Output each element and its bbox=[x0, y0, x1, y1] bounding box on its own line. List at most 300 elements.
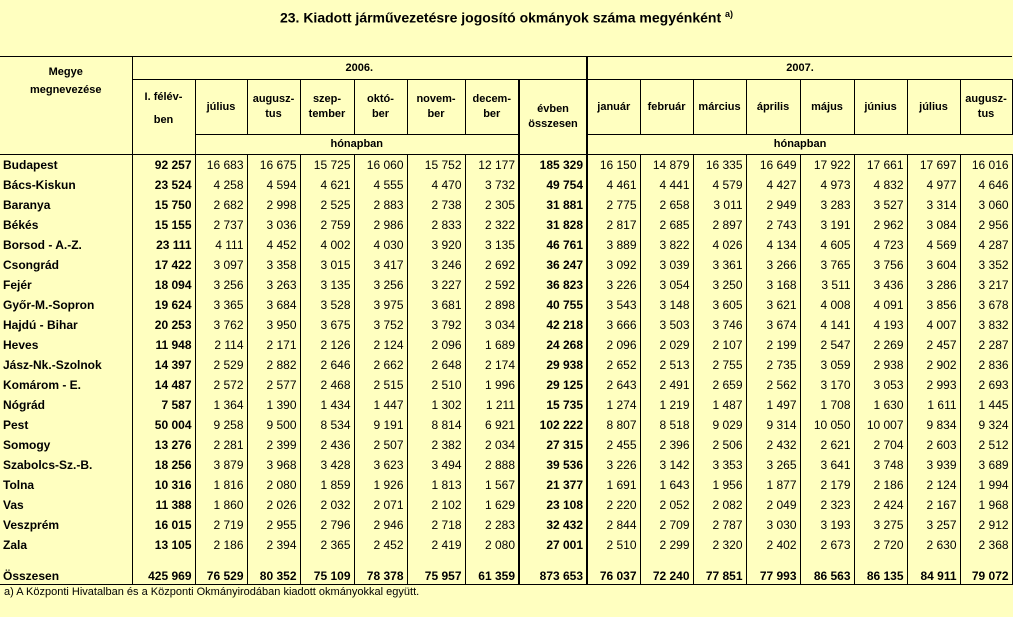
month-value-2007: 2 787 bbox=[693, 515, 746, 535]
month-value-2007: 2 693 bbox=[960, 375, 1012, 395]
month-header-2006: decem- ber bbox=[465, 80, 519, 135]
county-name: Heves bbox=[0, 335, 132, 355]
month-value-2006: 3 975 bbox=[354, 295, 407, 315]
month-value-2007: 3 275 bbox=[854, 515, 907, 535]
month-value-2007: 1 219 bbox=[640, 395, 693, 415]
month-value-2007: 3 226 bbox=[587, 275, 640, 295]
month-value-2007: 16 150 bbox=[587, 155, 640, 176]
month-value-2006: 3 732 bbox=[465, 175, 519, 195]
month-value-2006: 2 759 bbox=[300, 215, 354, 235]
county-name: Fejér bbox=[0, 275, 132, 295]
table-row bbox=[0, 415, 1012, 435]
month-value-2007: 3 257 bbox=[907, 515, 960, 535]
month-value-2007: 2 685 bbox=[640, 215, 693, 235]
month-value-2007: 2 652 bbox=[587, 355, 640, 375]
year-total-value: 42 218 bbox=[519, 315, 587, 335]
month-value-2007: 3 053 bbox=[854, 375, 907, 395]
year-total-value: 36 247 bbox=[519, 255, 587, 275]
county-name: Hajdú - Bihar bbox=[0, 315, 132, 335]
month-value-2006: 4 111 bbox=[195, 235, 247, 255]
month-value-2007: 3 266 bbox=[746, 255, 800, 275]
month-header-2007: március bbox=[693, 80, 746, 135]
month-value-2007: 3 054 bbox=[640, 275, 693, 295]
month-value-2007: 3 283 bbox=[800, 195, 854, 215]
month-value-2007: 3 011 bbox=[693, 195, 746, 215]
month-value-2006: 2 080 bbox=[465, 535, 519, 555]
month-value-2006: 1 302 bbox=[407, 395, 465, 415]
month-value-2006: 2 955 bbox=[247, 515, 300, 535]
month-value-2006: 2 572 bbox=[195, 375, 247, 395]
month-value-2007: 4 007 bbox=[907, 315, 960, 335]
month-value-2007: 4 977 bbox=[907, 175, 960, 195]
month-value-2007: 2 432 bbox=[746, 435, 800, 455]
month-value-2007: 2 199 bbox=[746, 335, 800, 355]
month-value-2006: 2 719 bbox=[195, 515, 247, 535]
month-value-2007: 2 287 bbox=[960, 335, 1012, 355]
table-row bbox=[0, 495, 1012, 515]
county-header: Megye megnevezése bbox=[0, 57, 132, 155]
month-value-2007: 4 832 bbox=[854, 175, 907, 195]
month-value-2006: 2 525 bbox=[300, 195, 354, 215]
month-value-2007: 1 487 bbox=[693, 395, 746, 415]
month-value-2007: 2 938 bbox=[854, 355, 907, 375]
table-row bbox=[0, 195, 1012, 215]
year-2006-header: 2006. bbox=[132, 57, 587, 80]
month-value-2006: 8 814 bbox=[407, 415, 465, 435]
table-row bbox=[0, 395, 1012, 415]
month-value-2006: 3 036 bbox=[247, 215, 300, 235]
year-total-value: 23 108 bbox=[519, 495, 587, 515]
month-value-2006: 2 032 bbox=[300, 495, 354, 515]
month-value-2007: 2 179 bbox=[800, 475, 854, 495]
month-value-2007: 4 441 bbox=[640, 175, 693, 195]
month-value-2006: 3 623 bbox=[354, 455, 407, 475]
table-row bbox=[0, 295, 1012, 315]
month-value-2006: 2 322 bbox=[465, 215, 519, 235]
month-value-2007: 2 320 bbox=[693, 535, 746, 555]
month-value-2007: 1 956 bbox=[693, 475, 746, 495]
month-value-2007: 2 457 bbox=[907, 335, 960, 355]
half-year-value: 10 316 bbox=[132, 475, 195, 495]
month-value-2006: 2 080 bbox=[247, 475, 300, 495]
year-total-value: 21 377 bbox=[519, 475, 587, 495]
county-name: Békés bbox=[0, 215, 132, 235]
county-name: Komárom - E. bbox=[0, 375, 132, 395]
month-value-2007: 2 709 bbox=[640, 515, 693, 535]
month-header-2006: augusz- tus bbox=[247, 80, 300, 135]
month-value-2006: 4 594 bbox=[247, 175, 300, 195]
month-value-2006: 2 738 bbox=[407, 195, 465, 215]
county-name: Győr-M.-Sopron bbox=[0, 295, 132, 315]
month-header-2007: január bbox=[587, 80, 640, 135]
half-year-value: 20 253 bbox=[132, 315, 195, 335]
month-value-2006: 4 002 bbox=[300, 235, 354, 255]
half-year-value: 17 422 bbox=[132, 255, 195, 275]
month-value-2007: 3 030 bbox=[746, 515, 800, 535]
month-value-2007: 1 445 bbox=[960, 395, 1012, 415]
month-value-2007: 1 691 bbox=[587, 475, 640, 495]
month-header-2007: május bbox=[800, 80, 854, 135]
county-name: Összesen bbox=[0, 555, 132, 585]
month-value-2007: 4 134 bbox=[746, 235, 800, 255]
month-value-2007: 3 265 bbox=[746, 455, 800, 475]
month-value-2006: 3 879 bbox=[195, 455, 247, 475]
month-value-2006: 2 102 bbox=[407, 495, 465, 515]
month-value-2006: 2 026 bbox=[247, 495, 300, 515]
county-name: Zala bbox=[0, 535, 132, 555]
monthly-label-2006: hónapban bbox=[195, 135, 519, 155]
month-value-2007: 3 511 bbox=[800, 275, 854, 295]
month-value-2007: 2 396 bbox=[640, 435, 693, 455]
month-value-2007: 3 889 bbox=[587, 235, 640, 255]
month-value-2007: 2 720 bbox=[854, 535, 907, 555]
month-value-2006: 3 417 bbox=[354, 255, 407, 275]
county-name: Jász-Nk.-Szolnok bbox=[0, 355, 132, 375]
month-value-2007: 3 939 bbox=[907, 455, 960, 475]
month-value-2007: 9 324 bbox=[960, 415, 1012, 435]
year-total-value: 29 125 bbox=[519, 375, 587, 395]
month-value-2007: 1 877 bbox=[746, 475, 800, 495]
month-value-2006: 2 737 bbox=[195, 215, 247, 235]
month-value-2007: 3 746 bbox=[693, 315, 746, 335]
month-value-2007: 2 658 bbox=[640, 195, 693, 215]
month-value-2006: 1 860 bbox=[195, 495, 247, 515]
year-total-value: 32 432 bbox=[519, 515, 587, 535]
half-year-header: I. félév- ben bbox=[132, 80, 195, 155]
month-value-2006: 61 359 bbox=[465, 555, 519, 585]
month-value-2007: 2 817 bbox=[587, 215, 640, 235]
table-row bbox=[0, 255, 1012, 275]
month-value-2007: 3 641 bbox=[800, 455, 854, 475]
month-value-2006: 4 452 bbox=[247, 235, 300, 255]
month-value-2007: 16 335 bbox=[693, 155, 746, 176]
month-value-2007: 79 072 bbox=[960, 555, 1012, 585]
month-header-2006: július bbox=[195, 80, 247, 135]
month-value-2007: 3 756 bbox=[854, 255, 907, 275]
month-value-2007: 1 994 bbox=[960, 475, 1012, 495]
table-row bbox=[0, 475, 1012, 495]
month-value-2007: 3 436 bbox=[854, 275, 907, 295]
month-value-2007: 3 527 bbox=[854, 195, 907, 215]
month-value-2006: 2 646 bbox=[300, 355, 354, 375]
month-value-2006: 2 507 bbox=[354, 435, 407, 455]
year-total-value: 102 222 bbox=[519, 415, 587, 435]
county-name: Tolna bbox=[0, 475, 132, 495]
month-value-2006: 2 946 bbox=[354, 515, 407, 535]
county-name: Budapest bbox=[0, 155, 132, 176]
month-value-2007: 77 851 bbox=[693, 555, 746, 585]
month-value-2006: 2 186 bbox=[195, 535, 247, 555]
month-value-2006: 15 725 bbox=[300, 155, 354, 176]
month-value-2007: 2 368 bbox=[960, 535, 1012, 555]
month-value-2006: 2 419 bbox=[407, 535, 465, 555]
month-value-2006: 3 950 bbox=[247, 315, 300, 335]
month-value-2007: 4 008 bbox=[800, 295, 854, 315]
county-name: Somogy bbox=[0, 435, 132, 455]
year-total-value: 40 755 bbox=[519, 295, 587, 315]
month-value-2007: 2 220 bbox=[587, 495, 640, 515]
month-value-2007: 2 402 bbox=[746, 535, 800, 555]
month-value-2007: 2 735 bbox=[746, 355, 800, 375]
month-value-2007: 2 755 bbox=[693, 355, 746, 375]
month-value-2006: 3 256 bbox=[354, 275, 407, 295]
county-name: Csongrád bbox=[0, 255, 132, 275]
table-row bbox=[0, 155, 1012, 176]
month-value-2006: 3 792 bbox=[407, 315, 465, 335]
month-value-2007: 1 968 bbox=[960, 495, 1012, 515]
month-value-2006: 3 920 bbox=[407, 235, 465, 255]
month-header-2007: augusz- tus bbox=[960, 80, 1012, 135]
month-value-2006: 3 684 bbox=[247, 295, 300, 315]
month-value-2007: 2 836 bbox=[960, 355, 1012, 375]
month-value-2006: 3 227 bbox=[407, 275, 465, 295]
month-value-2007: 3 084 bbox=[907, 215, 960, 235]
month-value-2007: 3 674 bbox=[746, 315, 800, 335]
month-value-2006: 2 394 bbox=[247, 535, 300, 555]
month-value-2007: 2 096 bbox=[587, 335, 640, 355]
month-value-2006: 3 365 bbox=[195, 295, 247, 315]
year-total-header: évben összesen bbox=[519, 80, 587, 155]
month-value-2007: 4 141 bbox=[800, 315, 854, 335]
month-value-2007: 3 666 bbox=[587, 315, 640, 335]
month-value-2006: 2 682 bbox=[195, 195, 247, 215]
month-value-2007: 2 844 bbox=[587, 515, 640, 535]
month-value-2007: 3 148 bbox=[640, 295, 693, 315]
month-value-2007: 2 107 bbox=[693, 335, 746, 355]
month-value-2006: 3 097 bbox=[195, 255, 247, 275]
month-value-2006: 1 926 bbox=[354, 475, 407, 495]
month-header-2007: február bbox=[640, 80, 693, 135]
month-value-2007: 2 659 bbox=[693, 375, 746, 395]
month-value-2006: 1 996 bbox=[465, 375, 519, 395]
month-value-2007: 2 743 bbox=[746, 215, 800, 235]
month-value-2007: 3 689 bbox=[960, 455, 1012, 475]
month-value-2006: 2 898 bbox=[465, 295, 519, 315]
month-value-2007: 3 353 bbox=[693, 455, 746, 475]
month-value-2007: 4 427 bbox=[746, 175, 800, 195]
month-value-2006: 2 662 bbox=[354, 355, 407, 375]
month-value-2006: 16 060 bbox=[354, 155, 407, 176]
month-value-2006: 2 592 bbox=[465, 275, 519, 295]
year-total-value: 24 268 bbox=[519, 335, 587, 355]
month-value-2006: 2 468 bbox=[300, 375, 354, 395]
month-value-2007: 2 455 bbox=[587, 435, 640, 455]
month-value-2006: 2 718 bbox=[407, 515, 465, 535]
month-value-2007: 3 059 bbox=[800, 355, 854, 375]
month-value-2007: 2 299 bbox=[640, 535, 693, 555]
month-value-2007: 2 962 bbox=[854, 215, 907, 235]
month-value-2007: 2 949 bbox=[746, 195, 800, 215]
month-header-2007: július bbox=[907, 80, 960, 135]
month-value-2006: 2 124 bbox=[354, 335, 407, 355]
month-value-2007: 3 286 bbox=[907, 275, 960, 295]
month-value-2007: 4 091 bbox=[854, 295, 907, 315]
month-value-2006: 2 365 bbox=[300, 535, 354, 555]
month-value-2007: 14 879 bbox=[640, 155, 693, 176]
month-value-2007: 16 016 bbox=[960, 155, 1012, 176]
month-value-2007: 3 060 bbox=[960, 195, 1012, 215]
month-value-2006: 9 500 bbox=[247, 415, 300, 435]
month-value-2006: 16 683 bbox=[195, 155, 247, 176]
month-value-2007: 3 503 bbox=[640, 315, 693, 335]
half-year-value: 15 155 bbox=[132, 215, 195, 235]
footnote: a) A Központi Hivatalban és a Központi Okmányirodában kiadott okmányokkal együtt. bbox=[4, 586, 420, 598]
table-row bbox=[0, 275, 1012, 295]
month-value-2007: 2 912 bbox=[960, 515, 1012, 535]
month-value-2006: 4 555 bbox=[354, 175, 407, 195]
half-year-value: 11 388 bbox=[132, 495, 195, 515]
year-total-value: 31 828 bbox=[519, 215, 587, 235]
month-value-2006: 1 859 bbox=[300, 475, 354, 495]
month-value-2007: 3 856 bbox=[907, 295, 960, 315]
month-value-2007: 10 050 bbox=[800, 415, 854, 435]
month-value-2007: 2 506 bbox=[693, 435, 746, 455]
table-row bbox=[0, 175, 1012, 195]
month-value-2007: 4 569 bbox=[907, 235, 960, 255]
month-value-2007: 2 167 bbox=[907, 495, 960, 515]
month-value-2007: 2 186 bbox=[854, 475, 907, 495]
county-name: Veszprém bbox=[0, 515, 132, 535]
month-value-2007: 1 611 bbox=[907, 395, 960, 415]
half-year-value: 18 256 bbox=[132, 455, 195, 475]
month-value-2007: 3 250 bbox=[693, 275, 746, 295]
month-value-2007: 4 579 bbox=[693, 175, 746, 195]
month-value-2006: 1 813 bbox=[407, 475, 465, 495]
month-value-2007: 3 193 bbox=[800, 515, 854, 535]
month-value-2006: 15 752 bbox=[407, 155, 465, 176]
month-value-2007: 3 604 bbox=[907, 255, 960, 275]
month-value-2007: 2 049 bbox=[746, 495, 800, 515]
month-value-2006: 2 796 bbox=[300, 515, 354, 535]
month-value-2007: 9 029 bbox=[693, 415, 746, 435]
month-value-2007: 1 630 bbox=[854, 395, 907, 415]
month-value-2006: 2 510 bbox=[407, 375, 465, 395]
month-value-2007: 8 807 bbox=[587, 415, 640, 435]
month-value-2007: 4 287 bbox=[960, 235, 1012, 255]
half-year-value: 23 524 bbox=[132, 175, 195, 195]
month-value-2007: 2 269 bbox=[854, 335, 907, 355]
month-value-2006: 2 096 bbox=[407, 335, 465, 355]
month-value-2007: 2 052 bbox=[640, 495, 693, 515]
month-value-2006: 2 515 bbox=[354, 375, 407, 395]
month-value-2007: 2 513 bbox=[640, 355, 693, 375]
month-value-2007: 16 649 bbox=[746, 155, 800, 176]
month-value-2007: 3 217 bbox=[960, 275, 1012, 295]
month-value-2007: 2 029 bbox=[640, 335, 693, 355]
month-header-2007: április bbox=[746, 80, 800, 135]
month-value-2006: 3 528 bbox=[300, 295, 354, 315]
county-name: Vas bbox=[0, 495, 132, 515]
month-value-2006: 3 246 bbox=[407, 255, 465, 275]
month-value-2006: 2 986 bbox=[354, 215, 407, 235]
month-value-2007: 2 491 bbox=[640, 375, 693, 395]
table-row bbox=[0, 455, 1012, 475]
month-value-2006: 3 968 bbox=[247, 455, 300, 475]
month-value-2007: 3 352 bbox=[960, 255, 1012, 275]
month-value-2006: 1 390 bbox=[247, 395, 300, 415]
table-row bbox=[0, 375, 1012, 395]
table-row bbox=[0, 355, 1012, 375]
month-value-2006: 6 921 bbox=[465, 415, 519, 435]
month-value-2007: 3 039 bbox=[640, 255, 693, 275]
month-value-2007: 3 170 bbox=[800, 375, 854, 395]
month-value-2007: 3 092 bbox=[587, 255, 640, 275]
month-value-2007: 2 956 bbox=[960, 215, 1012, 235]
county-name: Pest bbox=[0, 415, 132, 435]
month-value-2007: 4 193 bbox=[854, 315, 907, 335]
month-value-2007: 2 673 bbox=[800, 535, 854, 555]
month-value-2007: 10 007 bbox=[854, 415, 907, 435]
month-value-2007: 2 424 bbox=[854, 495, 907, 515]
half-year-value: 13 276 bbox=[132, 435, 195, 455]
month-value-2007: 2 993 bbox=[907, 375, 960, 395]
month-value-2006: 3 135 bbox=[465, 235, 519, 255]
month-value-2006: 3 675 bbox=[300, 315, 354, 335]
month-value-2007: 3 361 bbox=[693, 255, 746, 275]
month-value-2007: 2 902 bbox=[907, 355, 960, 375]
table-row bbox=[0, 535, 1012, 555]
month-value-2006: 3 358 bbox=[247, 255, 300, 275]
data-table bbox=[0, 56, 1013, 585]
month-value-2006: 3 263 bbox=[247, 275, 300, 295]
month-value-2006: 1 689 bbox=[465, 335, 519, 355]
month-value-2006: 4 258 bbox=[195, 175, 247, 195]
month-value-2006: 3 428 bbox=[300, 455, 354, 475]
month-value-2006: 1 816 bbox=[195, 475, 247, 495]
month-value-2006: 2 692 bbox=[465, 255, 519, 275]
table-row bbox=[0, 235, 1012, 255]
month-value-2006: 1 567 bbox=[465, 475, 519, 495]
year-total-value: 36 823 bbox=[519, 275, 587, 295]
county-name: Borsod - A.-Z. bbox=[0, 235, 132, 255]
month-value-2006: 1 211 bbox=[465, 395, 519, 415]
month-value-2007: 1 497 bbox=[746, 395, 800, 415]
month-value-2007: 86 563 bbox=[800, 555, 854, 585]
month-value-2006: 9 191 bbox=[354, 415, 407, 435]
half-year-value: 14 397 bbox=[132, 355, 195, 375]
month-value-2006: 75 957 bbox=[407, 555, 465, 585]
year-total-value: 31 881 bbox=[519, 195, 587, 215]
month-value-2006: 1 447 bbox=[354, 395, 407, 415]
year-2007-header: 2007. bbox=[587, 57, 1012, 80]
month-value-2007: 3 191 bbox=[800, 215, 854, 235]
month-value-2007: 86 135 bbox=[854, 555, 907, 585]
month-value-2007: 2 630 bbox=[907, 535, 960, 555]
month-value-2007: 4 605 bbox=[800, 235, 854, 255]
table-row bbox=[0, 335, 1012, 355]
month-value-2006: 75 109 bbox=[300, 555, 354, 585]
month-value-2007: 1 274 bbox=[587, 395, 640, 415]
table-row bbox=[0, 215, 1012, 235]
county-name: Baranya bbox=[0, 195, 132, 215]
month-value-2006: 3 752 bbox=[354, 315, 407, 335]
month-value-2006: 2 883 bbox=[354, 195, 407, 215]
month-value-2006: 2 283 bbox=[465, 515, 519, 535]
month-value-2006: 1 629 bbox=[465, 495, 519, 515]
month-value-2007: 77 993 bbox=[746, 555, 800, 585]
month-value-2006: 2 577 bbox=[247, 375, 300, 395]
month-value-2007: 1 708 bbox=[800, 395, 854, 415]
month-value-2007: 2 124 bbox=[907, 475, 960, 495]
month-value-2006: 2 114 bbox=[195, 335, 247, 355]
month-value-2007: 4 461 bbox=[587, 175, 640, 195]
month-value-2007: 3 314 bbox=[907, 195, 960, 215]
month-value-2007: 3 621 bbox=[746, 295, 800, 315]
month-value-2007: 4 973 bbox=[800, 175, 854, 195]
month-value-2007: 3 748 bbox=[854, 455, 907, 475]
month-value-2006: 2 998 bbox=[247, 195, 300, 215]
year-total-value: 27 315 bbox=[519, 435, 587, 455]
